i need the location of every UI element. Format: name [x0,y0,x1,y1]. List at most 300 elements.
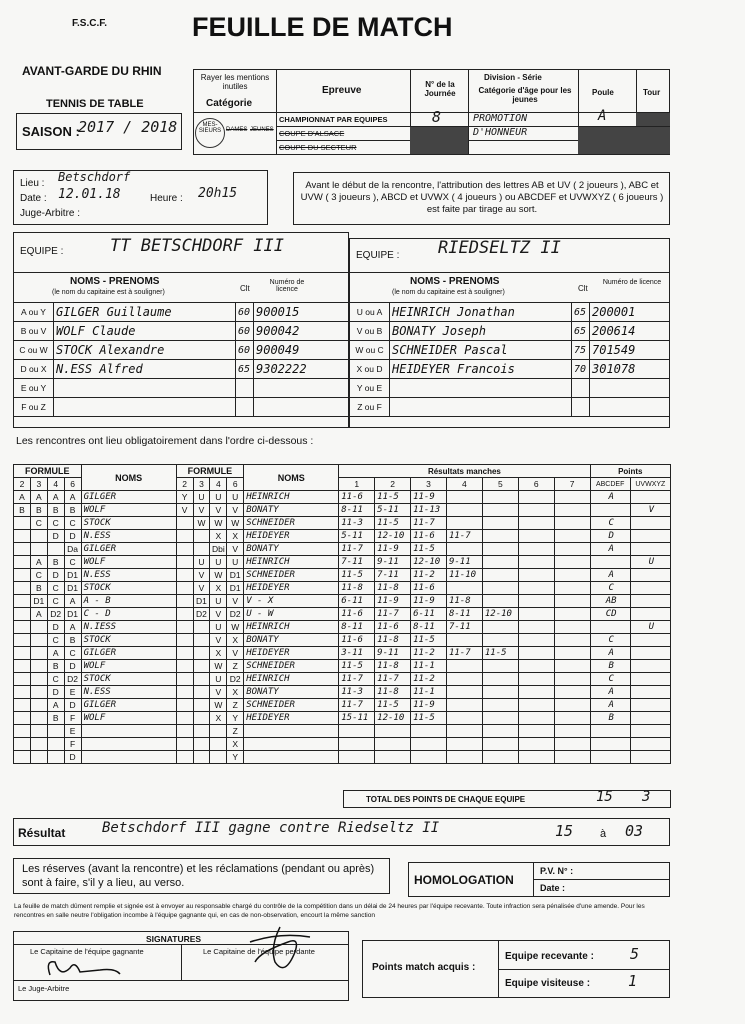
set-score-cell[interactable] [339,725,375,738]
set-score-cell[interactable] [554,621,590,634]
mes-option[interactable]: MES-SIEURS [198,122,222,134]
set-score-cell[interactable]: 11-9 [411,595,447,608]
set-score-cell[interactable] [518,686,554,699]
set-score-cell[interactable]: 11-6 [339,491,375,504]
away-player-cell[interactable]: BONATY [244,504,339,517]
set-score-cell[interactable] [482,491,518,504]
set-score-cell[interactable] [446,673,482,686]
points-away-cell[interactable] [630,660,670,673]
set-score-cell[interactable]: 11-9 [411,491,447,504]
set-score-cell[interactable] [446,634,482,647]
formule-col-home: 4 [47,478,64,491]
points-home-cell[interactable] [590,556,630,569]
away-player-cell[interactable]: SCHNEIDER [244,569,339,582]
set-score-cell[interactable] [446,660,482,673]
points-away-cell[interactable] [630,517,670,530]
points-away-cell[interactable] [630,582,670,595]
set-score-cell[interactable] [482,712,518,725]
home-player-licence[interactable]: 9302222 [254,360,349,379]
home-player-clt[interactable] [236,398,254,417]
set-score-cell[interactable] [518,517,554,530]
away-player-cell[interactable]: U - W [244,608,339,621]
set-score-cell[interactable]: 12-10 [482,608,518,621]
home-player-cell[interactable] [81,725,176,738]
home-player-clt[interactable]: 65 [236,360,254,379]
set-score-cell[interactable] [482,543,518,556]
set-score-cell[interactable]: 12-10 [411,556,447,569]
set-score-cell[interactable] [482,556,518,569]
away-player-clt[interactable]: 75 [572,341,590,360]
home-player-name[interactable]: GILGER Guillaume [54,303,236,322]
dames-option[interactable]: DAMES [226,127,248,133]
set-score-cell[interactable] [518,660,554,673]
away-player-clt[interactable]: 70 [572,360,590,379]
set-score-cell[interactable]: 11-8 [375,686,411,699]
points-away-cell[interactable] [630,751,670,764]
set-score-cell[interactable]: 7-11 [375,569,411,582]
points-away-cell[interactable] [630,569,670,582]
home-player-name[interactable] [54,379,236,398]
set-score-cell[interactable] [554,634,590,647]
away-player-clt[interactable] [572,379,590,398]
points-home-cell[interactable]: B [590,660,630,673]
points-away-cell[interactable] [630,647,670,660]
jeunes-option[interactable]: JEUNES [250,127,274,133]
set-score-cell[interactable]: 11-7 [339,543,375,556]
set-score-cell[interactable]: 5-11 [375,504,411,517]
set-score-cell[interactable] [554,595,590,608]
formule-home-cell [14,751,31,764]
home-team-name[interactable]: TT BETSCHDORF III [110,236,284,256]
total-home[interactable]: 15 [596,789,613,805]
points-away-cell[interactable]: U [630,556,670,569]
set-score-cell[interactable] [554,517,590,530]
set-score-cell[interactable]: 6-11 [411,608,447,621]
set-score-cell[interactable] [554,673,590,686]
set-score-cell[interactable]: 15-11 [339,712,375,725]
away-player-clt[interactable]: 65 [572,303,590,322]
home-player-cell[interactable] [81,738,176,751]
set-score-cell[interactable] [482,699,518,712]
set-score-cell[interactable] [554,569,590,582]
home-player-licence[interactable]: 900015 [254,303,349,322]
home-player-cell[interactable]: WOLF [81,556,176,569]
points-home-cell[interactable]: C [590,634,630,647]
home-player-cell[interactable]: N.ESS [81,530,176,543]
points-home-cell[interactable]: A [590,686,630,699]
set-score-cell[interactable]: 12-10 [375,712,411,725]
set-score-cell[interactable]: 11-6 [411,582,447,595]
set-score-cell[interactable] [518,621,554,634]
points-away-cell[interactable]: V [630,504,670,517]
away-player-licence[interactable] [590,379,670,398]
set-score-cell[interactable] [554,725,590,738]
set-score-cell[interactable]: 8-11 [339,621,375,634]
visiteuse-value[interactable]: 1 [628,972,638,990]
division-header: Division - Série [484,73,542,82]
away-player-cell[interactable]: HEINRICH [244,621,339,634]
division-value-1[interactable]: PROMOTION [473,113,528,124]
set-score-cell[interactable] [554,582,590,595]
set-score-cell[interactable] [375,725,411,738]
heure-value[interactable]: 20h15 [198,186,238,201]
lieu-value[interactable]: Betschdorf [58,170,131,184]
points-away-cell[interactable] [630,725,670,738]
set-score-cell[interactable]: 11-2 [411,647,447,660]
home-player-cell[interactable]: STOCK [81,517,176,530]
points-away-cell[interactable] [630,543,670,556]
set-score-cell[interactable]: 11-2 [411,569,447,582]
home-player-cell[interactable]: A - B [81,595,176,608]
points-home-cell[interactable]: B [590,712,630,725]
away-player-name[interactable] [390,379,572,398]
set-score-cell[interactable]: 11-5 [411,712,447,725]
set-score-cell[interactable] [554,686,590,699]
home-player-name[interactable]: WOLF Claude [54,322,236,341]
points-away-cell[interactable] [630,673,670,686]
set-score-cell[interactable] [518,608,554,621]
set-score-cell[interactable] [339,738,375,751]
points-away-cell[interactable] [630,608,670,621]
set-score-cell[interactable] [482,725,518,738]
set-score-cell[interactable]: 9-11 [375,647,411,660]
points-home-cell[interactable] [590,504,630,517]
set-score-cell[interactable] [554,491,590,504]
set-score-cell[interactable] [482,569,518,582]
journee-value[interactable]: 8 [432,108,442,126]
set-score-cell[interactable] [518,751,554,764]
set-score-cell[interactable] [482,660,518,673]
set-score-cell[interactable] [446,517,482,530]
set-score-cell[interactable]: 3-11 [339,647,375,660]
set-score-cell[interactable] [518,582,554,595]
set-score-cell[interactable] [482,504,518,517]
set-score-cell[interactable] [446,491,482,504]
away-player-licence[interactable]: 701549 [590,341,670,360]
points-home-cell[interactable]: CD [590,608,630,621]
set-score-cell[interactable] [446,582,482,595]
set-score-cell[interactable]: 11-10 [446,569,482,582]
set-score-cell[interactable] [518,647,554,660]
points-home-cell[interactable]: C [590,517,630,530]
away-player-cell[interactable]: SCHNEIDER [244,517,339,530]
result-score-away[interactable]: 03 [625,822,644,840]
home-player-cell[interactable] [81,751,176,764]
set-score-cell[interactable] [554,660,590,673]
points-home-cell[interactable] [590,725,630,738]
away-player-cell[interactable]: BONATY [244,634,339,647]
points-away-cell[interactable] [630,634,670,647]
home-player-licence[interactable]: 900049 [254,341,349,360]
set-score-cell[interactable] [446,712,482,725]
home-player-clt[interactable]: 60 [236,303,254,322]
set-score-cell[interactable] [446,686,482,699]
set-score-cell[interactable] [554,504,590,517]
set-score-cell[interactable]: 11-5 [375,699,411,712]
points-away-cell[interactable] [630,595,670,608]
set-score-cell[interactable] [554,738,590,751]
away-player-cell[interactable] [244,725,339,738]
set-score-cell[interactable]: 11-2 [411,673,447,686]
home-player-clt[interactable]: 60 [236,341,254,360]
home-player-cell[interactable]: WOLF [81,504,176,517]
away-player-cell[interactable]: HEIDEYER [244,530,339,543]
set-score-cell[interactable]: 11-6 [375,621,411,634]
home-player-name[interactable] [54,398,236,417]
set-score-cell[interactable] [411,751,447,764]
away-player-cell[interactable]: V - X [244,595,339,608]
set-score-cell[interactable]: 6-11 [339,595,375,608]
set-score-cell[interactable] [482,621,518,634]
points-away-cell[interactable] [630,491,670,504]
set-score-cell[interactable] [518,504,554,517]
set-score-cell[interactable] [518,530,554,543]
away-player-licence[interactable]: 301078 [590,360,670,379]
set-score-cell[interactable] [446,699,482,712]
home-player-name[interactable]: STOCK Alexandre [54,341,236,360]
set-score-cell[interactable] [554,699,590,712]
away-player-name[interactable]: BONATY Joseph [390,322,572,341]
points-home-cell[interactable] [590,751,630,764]
set-score-cell[interactable] [339,751,375,764]
home-player-cell[interactable]: GILGER [81,647,176,660]
set-score-cell[interactable]: 11-5 [482,647,518,660]
set-score-cell[interactable] [554,712,590,725]
points-home-cell[interactable]: AB [590,595,630,608]
home-player-cell[interactable]: GILGER [81,491,176,504]
home-player-licence[interactable] [254,398,349,417]
points-home-cell[interactable]: C [590,582,630,595]
set-score-cell[interactable] [446,751,482,764]
set-score-cell[interactable]: 11-5 [339,569,375,582]
set-score-cell[interactable] [518,569,554,582]
away-player-cell[interactable] [244,751,339,764]
set-score-cell[interactable] [518,699,554,712]
points-home-cell[interactable] [590,621,630,634]
home-player-clt[interactable] [236,379,254,398]
points-home-cell[interactable]: D [590,530,630,543]
set-score-cell[interactable]: 11-1 [411,660,447,673]
set-score-cell[interactable]: 8-11 [339,504,375,517]
set-score-cell[interactable]: 11-8 [375,634,411,647]
set-score-cell[interactable]: 11-6 [339,608,375,621]
set-score-cell[interactable]: 11-7 [446,647,482,660]
set-score-cell[interactable]: 8-11 [411,621,447,634]
home-player-cell[interactable]: N.ESS [81,569,176,582]
set-score-cell[interactable]: 11-8 [446,595,482,608]
set-score-cell[interactable]: 11-8 [375,582,411,595]
points-away-cell[interactable] [630,712,670,725]
set-score-cell[interactable]: 11-3 [339,517,375,530]
away-player-cell[interactable]: BONATY [244,543,339,556]
set-score-cell[interactable]: 12-10 [375,530,411,543]
set-col-header: 2 [375,478,411,491]
points-away-cell[interactable] [630,530,670,543]
set-score-cell[interactable]: 11-5 [375,491,411,504]
set-score-cell[interactable] [482,673,518,686]
set-score-cell[interactable] [482,751,518,764]
set-score-cell[interactable]: 11-3 [339,686,375,699]
set-score-cell[interactable] [518,673,554,686]
match-row [14,634,671,647]
set-score-cell[interactable]: 11-13 [411,504,447,517]
set-score-cell[interactable]: 11-9 [411,699,447,712]
set-score-cell[interactable] [518,491,554,504]
set-score-cell[interactable]: 11-5 [411,634,447,647]
result-text[interactable]: Betschdorf III gagne contre Riedseltz II [102,820,440,836]
points-home-cell[interactable]: C [590,673,630,686]
away-player-cell[interactable]: SCHNEIDER [244,699,339,712]
away-player-cell[interactable]: SCHNEIDER [244,660,339,673]
set-score-cell[interactable]: 9-11 [375,556,411,569]
home-player-cell[interactable]: C - D [81,608,176,621]
home-player-name[interactable]: N.ESS Alfred [54,360,236,379]
away-player-licence[interactable]: 200614 [590,322,670,341]
points-home-cell[interactable] [590,738,630,751]
formule-col-home: 6 [64,478,81,491]
away-slot: U ou A [350,303,390,322]
set-score-cell[interactable] [518,556,554,569]
set-score-cell[interactable]: 11-7 [375,673,411,686]
points-home-cell[interactable]: A [590,647,630,660]
away-player-name[interactable]: SCHNEIDER Pascal [390,341,572,360]
home-player-licence[interactable] [254,379,349,398]
set-score-cell[interactable] [482,582,518,595]
set-score-cell[interactable] [482,738,518,751]
set-score-cell[interactable] [518,712,554,725]
home-player-cell[interactable]: STOCK [81,673,176,686]
set-score-cell[interactable] [375,751,411,764]
away-player-cell[interactable]: HEINRICH [244,491,339,504]
home-player-cell[interactable]: N.IESS [81,621,176,634]
points-away-cell[interactable]: U [630,621,670,634]
away-player-cell[interactable]: BONATY [244,686,339,699]
away-player-clt[interactable]: 65 [572,322,590,341]
away-player-cell[interactable]: HEIDEYER [244,582,339,595]
set-score-cell[interactable] [446,725,482,738]
total-away[interactable]: 3 [642,789,651,805]
away-player-name[interactable] [390,398,572,417]
recevante-value[interactable]: 5 [630,945,640,963]
set-score-cell[interactable] [554,751,590,764]
set-score-cell[interactable]: 11-5 [339,660,375,673]
set-score-cell[interactable]: 11-1 [411,686,447,699]
formule-away-cell: Y [227,751,244,764]
set-score-cell[interactable] [554,608,590,621]
away-player-cell[interactable]: HEIDEYER [244,712,339,725]
set-score-cell[interactable]: 11-7 [375,608,411,621]
formule-away-cell [176,556,193,569]
points-away-cell[interactable] [630,738,670,751]
formule-home-cell: C [30,517,47,530]
away-player-clt[interactable] [572,398,590,417]
away-team-name[interactable]: RIEDSELTZ II [438,238,561,258]
home-player-cell[interactable]: N.ESS [81,686,176,699]
set-score-cell[interactable]: 11-9 [375,543,411,556]
set-score-cell[interactable] [446,504,482,517]
set-score-cell[interactable] [482,634,518,647]
home-player-licence[interactable]: 900042 [254,322,349,341]
set-score-cell[interactable] [518,543,554,556]
set-score-cell[interactable]: 11-6 [411,530,447,543]
set-score-cell[interactable] [554,530,590,543]
set-score-cell[interactable] [411,738,447,751]
set-score-cell[interactable] [482,517,518,530]
away-player-licence[interactable] [590,398,670,417]
set-score-cell[interactable] [518,725,554,738]
home-player-cell[interactable]: STOCK [81,634,176,647]
set-score-cell[interactable]: 8-11 [446,608,482,621]
points-home-cell[interactable]: A [590,543,630,556]
home-player-clt[interactable]: 60 [236,322,254,341]
formule-away-cell [193,751,210,764]
set-score-cell[interactable]: 11-6 [339,634,375,647]
set-score-cell[interactable]: 7-11 [339,556,375,569]
set-score-cell[interactable] [482,686,518,699]
set-score-cell[interactable]: 11-9 [375,595,411,608]
set-score-cell[interactable] [482,595,518,608]
saison-value[interactable]: 2017 / 2018 [78,118,178,136]
set-score-cell[interactable] [554,543,590,556]
set-score-cell[interactable]: 7-11 [446,621,482,634]
set-score-cell[interactable]: 11-7 [339,699,375,712]
date-value[interactable]: 12.01.18 [58,187,121,202]
points-home-cell[interactable]: A [590,569,630,582]
division-value-2[interactable]: D'HONNEUR [473,127,528,138]
set-score-cell[interactable] [446,543,482,556]
set-score-cell[interactable] [554,647,590,660]
set-score-cell[interactable] [482,530,518,543]
home-player-cell[interactable]: GILGER [81,543,176,556]
set-score-cell[interactable]: 5-11 [339,530,375,543]
categorie-label: Catégorie [206,98,253,109]
set-score-cell[interactable]: 11-5 [411,543,447,556]
set-score-cell[interactable] [411,725,447,738]
set-score-cell[interactable] [446,738,482,751]
set-score-cell[interactable] [518,738,554,751]
home-player-cell[interactable]: WOLF [81,660,176,673]
points-away-cell[interactable] [630,686,670,699]
set-score-cell[interactable] [518,595,554,608]
away-player-name[interactable]: HEINRICH Jonathan [390,303,572,322]
away-player-cell[interactable] [244,738,339,751]
away-player-cell[interactable]: HEINRICH [244,556,339,569]
result-score-home[interactable]: 15 [555,822,574,840]
away-player-licence[interactable]: 200001 [590,303,670,322]
points-away-cell[interactable] [630,699,670,712]
set-score-cell[interactable]: 11-5 [375,517,411,530]
home-player-cell[interactable]: STOCK [81,582,176,595]
set-score-cell[interactable] [375,738,411,751]
poule-value[interactable]: A [598,108,607,124]
points-home-cell[interactable]: A [590,491,630,504]
away-player-cell[interactable]: HEIDEYER [244,647,339,660]
away-player-name[interactable]: HEIDEYER Francois [390,360,572,379]
points-home-cell[interactable]: A [590,699,630,712]
set-score-cell[interactable]: 11-7 [339,673,375,686]
set-score-cell[interactable] [518,634,554,647]
away-player-cell[interactable]: HEINRICH [244,673,339,686]
set-score-cell[interactable] [554,556,590,569]
home-player-cell[interactable]: GILGER [81,699,176,712]
set-score-cell[interactable]: 11-7 [411,517,447,530]
set-score-cell[interactable]: 11-8 [339,582,375,595]
set-score-cell[interactable]: 9-11 [446,556,482,569]
set-score-cell[interactable]: 11-7 [446,530,482,543]
home-player-cell[interactable]: WOLF [81,712,176,725]
set-score-cell[interactable]: 11-8 [375,660,411,673]
formule-away-cell: D1 [227,582,244,595]
